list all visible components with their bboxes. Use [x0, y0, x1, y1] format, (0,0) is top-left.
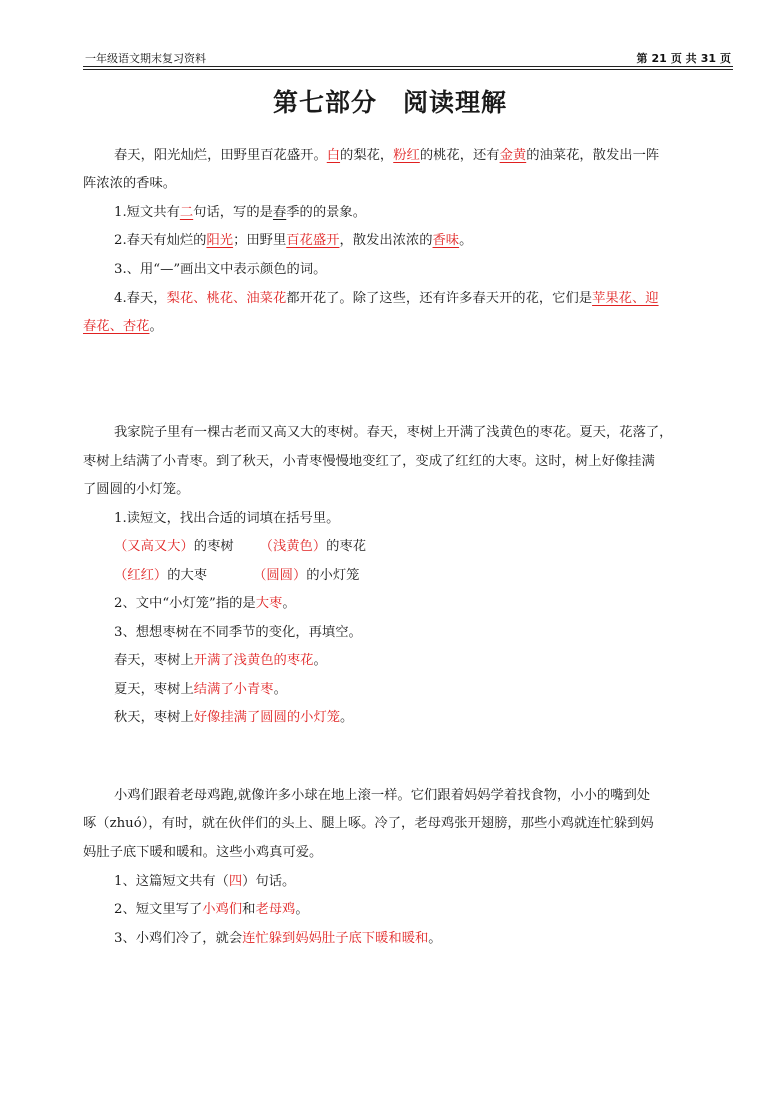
answer-spring: 春天，枣树上开满了浅黄色的枣花。 — [114, 653, 327, 668]
page-header — [83, 48, 733, 66]
passage3-line3: 妈肚子底下暖和暖和。这些小鸡真可爱。 — [83, 845, 323, 860]
passage2-line1: 我家院子里有一棵古老而又高又大的枣树。春天，枣树上开满了浅黄色的枣花。夏天，花落了， — [114, 425, 673, 440]
question-2-3: 3、想想枣树在不同季节的变化，再填空。 — [114, 625, 362, 640]
question-1-1: 1.短文共有二句话，写的是春季的的景象。 — [114, 205, 367, 220]
question-1-3: 3.、用“—”画出文中表示颜色的词。 — [114, 262, 327, 277]
question-3-1: 1、这篇短文共有（四）句话。 — [114, 874, 296, 889]
passage2-line2: 枣树上结满了小青枣。到了秋天，小青枣慢慢地变红了，变成了红红的大枣。这时，树上好像挂满 — [83, 454, 655, 469]
fill-row-2: （红红）的大枣 （圆圆）的小灯笼 — [114, 568, 360, 583]
passage2-line3: 了圆圆的小灯笼。 — [83, 482, 190, 497]
fill-row-1: （又高又大）的枣树 （浅黄色）的枣花 — [114, 539, 367, 554]
question-2-1: 1.读短文，找出合适的词填在括号里。 — [114, 511, 340, 526]
question-1-2: 2.春天有灿烂的阳光；田野里百花盛开，散发出浓浓的香味。 — [114, 233, 473, 248]
question-3-2: 2、短文里写了小鸡们和老母鸡。 — [114, 902, 309, 917]
passage1-line1: 春天，阳光灿烂，田野里百花盛开。白的梨花，粉红的桃花，还有金黄的油菜花，散发出一阵 — [114, 148, 660, 163]
passage1-line2: 阵浓浓的香味。 — [83, 176, 177, 191]
answer-summer: 夏天，枣树上结满了小青枣。 — [114, 682, 287, 697]
question-3-3: 3、小鸡们冷了，就会连忙躲到妈妈肚子底下暖和暖和。 — [114, 931, 442, 946]
header-rule — [83, 66, 733, 67]
passage3-line1: 小鸡们跟着老母鸡跑,就像许多小球在地上滚一样。它们跟着妈妈学着找食物，小小的嘴到处 — [114, 788, 651, 803]
document-title: 一年级语文期末复习资料 — [85, 52, 206, 65]
question-1-4: 4.春天，梨花、桃花、油菜花都开花了。除了这些，还有许多春天开的花，它们是苹果花、迎 — [114, 291, 659, 306]
page-title: 第七部分 阅读理解 — [272, 88, 508, 117]
answer-autumn: 秋天，枣树上好像挂满了圆圆的小灯笼。 — [114, 710, 354, 725]
header-rule-thin — [83, 69, 733, 70]
passage3-line2: 啄（zhuó），有时，就在伙伴们的头上、腿上啄。冷了，老母鸡张开翅膀，那些小鸡就连忙躲到妈 — [83, 816, 654, 831]
page-indicator: 第 21 页 共 31 页 — [636, 52, 731, 65]
question-1-4-cont: 春花、杏花。 — [83, 319, 163, 334]
question-2-2: 2、文中“小灯笼”指的是大枣。 — [114, 596, 296, 611]
